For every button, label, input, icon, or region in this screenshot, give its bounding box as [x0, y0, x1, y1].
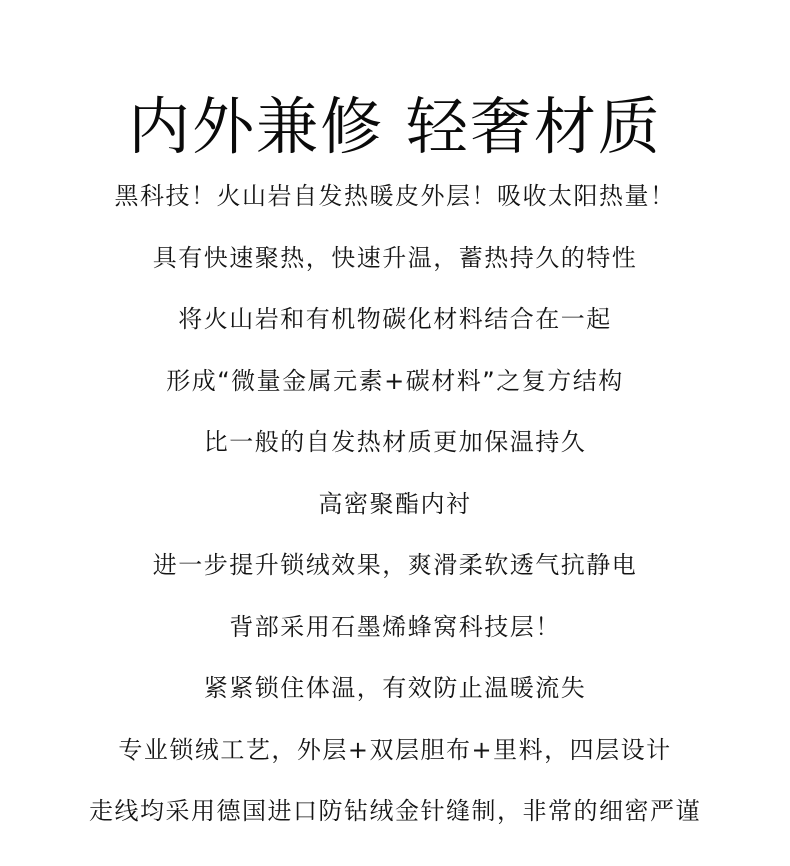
feature-line: 进一步提升锁绒效果，爽滑柔软透气抗静电 — [152, 551, 638, 579]
feature-line: 具有快速聚热，快速升温，蓄热持久的特性 — [152, 243, 638, 272]
page-title: 内外兼修 轻奢材质 — [128, 89, 662, 163]
feature-line: 走线均采用德国进口防钻绒金针缝制，非常的细密严谨 — [89, 797, 701, 825]
feature-line: 紧紧锁住体温，有效防止温暖流失 — [203, 674, 587, 702]
feature-line: 黑科技！火山岩自发热暖皮外层！吸收太阳热量！ — [114, 182, 676, 210]
feature-list — [0, 166, 790, 843]
feature-line: 背部采用石墨烯蜂窝科技层！ — [229, 612, 561, 641]
feature-line: 高密聚酯内衬 — [318, 489, 472, 518]
feature-line: 形成“微量金属元素+碳材料”之复方结构 — [166, 366, 624, 395]
feature-line: 比一般的自发热材质更加保温持久 — [203, 428, 587, 456]
feature-line: 将火山岩和有机物碳化材料结合在一起 — [178, 305, 612, 333]
feature-line: 专业锁绒工艺，外层+双层胆布+里料，四层设计 — [118, 735, 672, 764]
